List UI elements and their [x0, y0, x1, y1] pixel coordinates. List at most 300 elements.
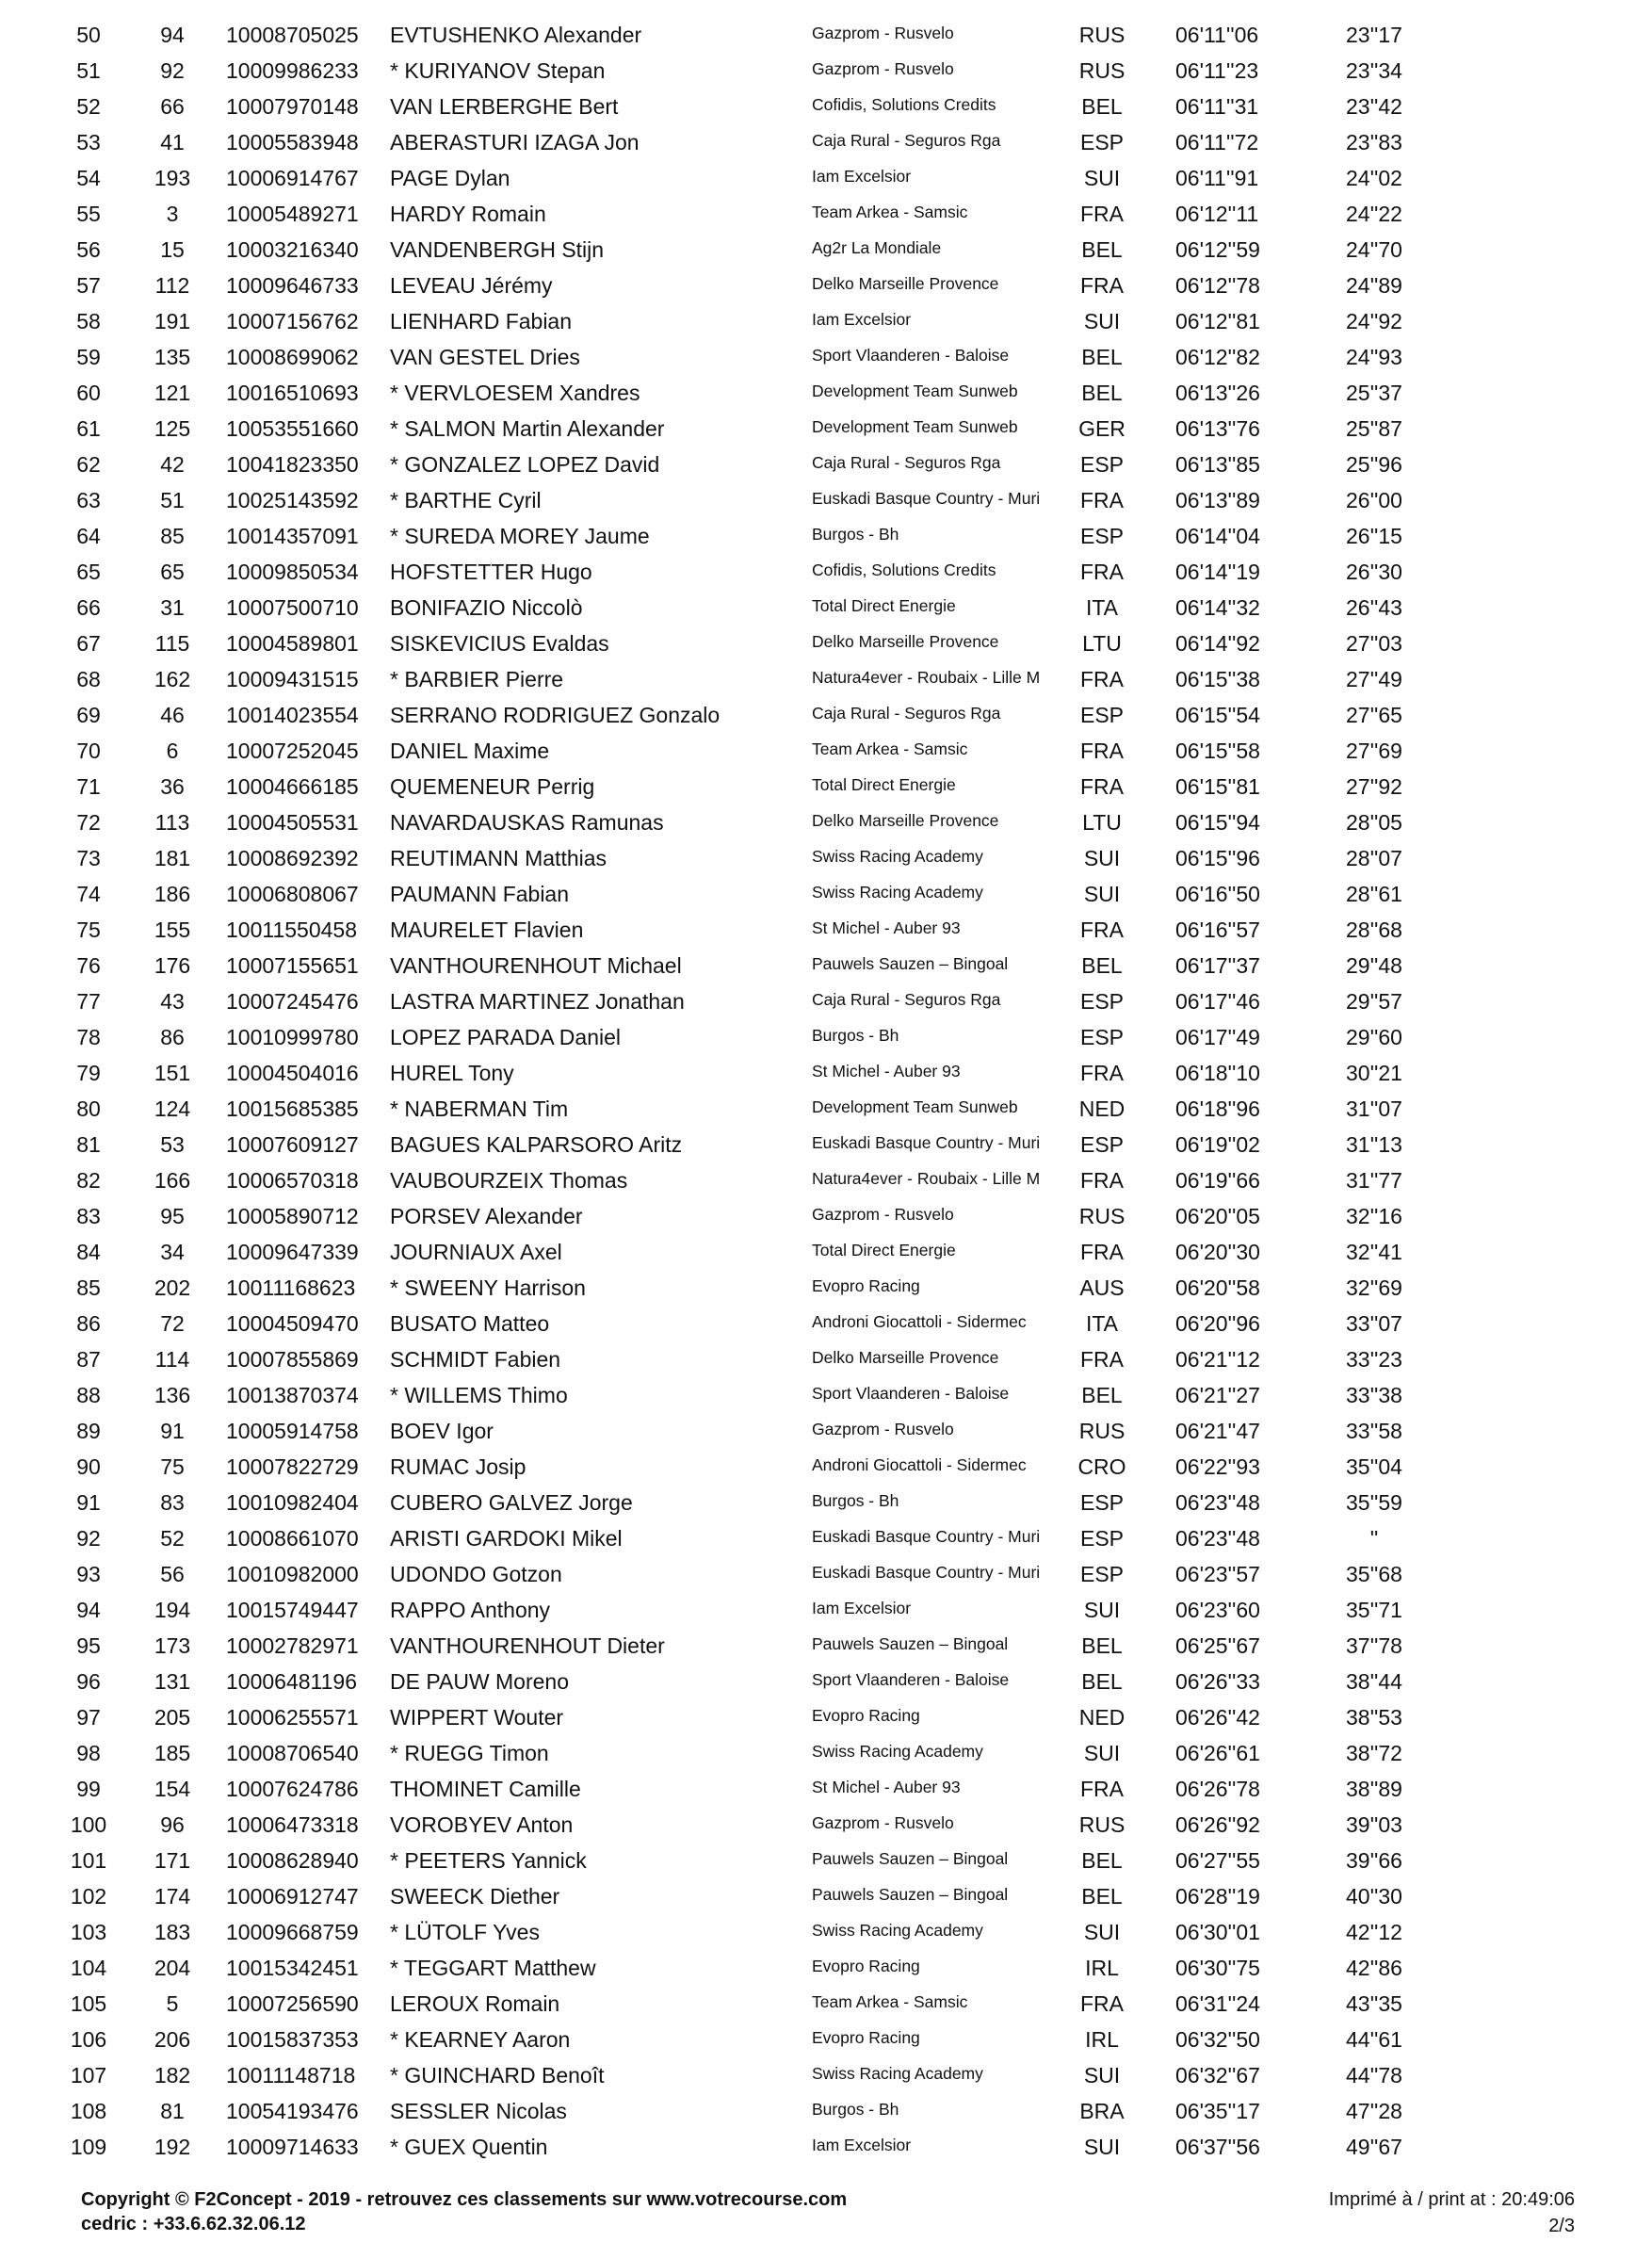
- gap-cell: 26''15: [1346, 524, 1402, 548]
- bib-cell: 6: [166, 739, 179, 763]
- time-cell: 06'23''60: [1175, 1598, 1260, 1622]
- rider-name-cell: * KURIYANOV Stepan: [390, 58, 606, 83]
- result-row: [0, 53, 1652, 89]
- result-row: [0, 1055, 1652, 1091]
- team-cell: Delko Marseille Provence: [812, 1348, 999, 1367]
- rider-name-cell: JOURNIAUX Axel: [390, 1240, 562, 1264]
- rider-name-cell: PAGE Dylan: [390, 166, 510, 190]
- rider-name-cell: * VERVLOESEM Xandres: [390, 381, 640, 405]
- rank-cell: 66: [76, 595, 101, 620]
- gap-cell: 24''70: [1346, 237, 1402, 262]
- gap-cell: 27''69: [1346, 739, 1402, 763]
- uci-id-cell: 10008706540: [226, 1741, 359, 1765]
- result-row: [0, 1914, 1652, 1950]
- rank-cell: 109: [70, 2135, 107, 2159]
- rider-name-cell: VAN LERBERGHE Bert: [390, 94, 619, 119]
- time-cell: 06'30''75: [1175, 1956, 1260, 1980]
- nationality-cell: ESP: [1079, 1526, 1125, 1551]
- bib-cell: 34: [160, 1240, 185, 1264]
- rank-cell: 98: [76, 1741, 101, 1765]
- rider-name-cell: SERRANO RODRIGUEZ Gonzalo: [390, 703, 721, 727]
- uci-id-cell: 10004509470: [226, 1311, 359, 1336]
- uci-id-cell: 10004589801: [226, 631, 359, 656]
- uci-id-cell: 10007156762: [226, 309, 359, 333]
- bib-cell: 171: [154, 1848, 191, 1873]
- footer-contact: cedric : +33.6.62.32.06.12: [81, 2214, 306, 2234]
- bib-cell: 136: [154, 1383, 191, 1407]
- uci-id-cell: 10010982404: [226, 1490, 359, 1515]
- rider-name-cell: HOFSTETTER Hugo: [390, 560, 592, 584]
- team-cell: Natura4ever - Roubaix - Lille M: [812, 1169, 1041, 1188]
- nationality-cell: BEL: [1081, 953, 1123, 978]
- uci-id-cell: 10007256590: [226, 1991, 359, 2016]
- rider-name-cell: * SWEENY Harrison: [390, 1275, 586, 1300]
- rider-name-cell: SESSLER Nicolas: [390, 2099, 567, 2123]
- nationality-cell: LTU: [1082, 810, 1122, 835]
- rider-name-cell: * NABERMAN Tim: [390, 1097, 569, 1121]
- result-row: [0, 876, 1652, 912]
- nationality-cell: BEL: [1081, 1884, 1123, 1909]
- gap-cell: 25''87: [1346, 416, 1402, 441]
- time-cell: 06'27''55: [1175, 1848, 1260, 1873]
- team-cell: Pauwels Sauzen – Bingoal: [812, 1634, 1009, 1653]
- nationality-cell: LTU: [1082, 631, 1122, 656]
- rank-cell: 86: [76, 1311, 101, 1336]
- result-row: [0, 232, 1652, 268]
- rank-cell: 92: [76, 1526, 101, 1551]
- gap-cell: 31''07: [1346, 1097, 1402, 1121]
- nationality-cell: ESP: [1079, 1562, 1125, 1586]
- result-row: [0, 769, 1652, 804]
- time-cell: 06'14''19: [1175, 560, 1260, 584]
- rank-cell: 62: [76, 452, 101, 477]
- result-row: [0, 196, 1652, 232]
- nationality-cell: ESP: [1079, 524, 1125, 548]
- gap-cell: 30''21: [1346, 1061, 1402, 1085]
- time-cell: 06'16''50: [1175, 882, 1260, 906]
- result-row: [0, 1628, 1652, 1664]
- rider-name-cell: VANDENBERGH Stijn: [390, 237, 605, 262]
- gap-cell: 42''12: [1346, 1920, 1402, 1944]
- uci-id-cell: 10005583948: [226, 130, 359, 154]
- bib-cell: 52: [160, 1526, 185, 1551]
- rider-name-cell: * BARBIER Pierre: [390, 667, 564, 691]
- nationality-cell: ITA: [1085, 1311, 1119, 1336]
- bib-cell: 31: [160, 595, 185, 620]
- result-row: [0, 1950, 1652, 1986]
- rank-cell: 84: [76, 1240, 101, 1264]
- gap-cell: 33''38: [1346, 1383, 1402, 1407]
- footer-print-time: Imprimé à / print at : 20:49:06: [1328, 2189, 1575, 2210]
- nationality-cell: FRA: [1080, 273, 1124, 298]
- uci-id-cell: 10006255571: [226, 1705, 359, 1730]
- bib-cell: 121: [154, 381, 191, 405]
- gap-cell: 26''43: [1346, 595, 1402, 620]
- rank-cell: 104: [70, 1956, 107, 1980]
- team-cell: Swiss Racing Academy: [812, 1921, 983, 1940]
- gap-cell: 27''49: [1346, 667, 1402, 691]
- gap-cell: 32''16: [1346, 1204, 1402, 1228]
- team-cell: Swiss Racing Academy: [812, 1742, 983, 1761]
- gap-cell: 27''92: [1346, 774, 1402, 799]
- uci-id-cell: 10007970148: [226, 94, 359, 119]
- gap-cell: 39''66: [1346, 1848, 1402, 1873]
- gap-cell: 33''58: [1346, 1419, 1402, 1443]
- bib-cell: 162: [154, 667, 191, 691]
- time-cell: 06'13''76: [1175, 416, 1260, 441]
- nationality-cell: SUI: [1083, 1741, 1121, 1765]
- bib-cell: 204: [154, 1956, 191, 1980]
- uci-id-cell: 10006570318: [226, 1168, 359, 1193]
- uci-id-cell: 10015685385: [226, 1097, 359, 1121]
- result-row: [0, 840, 1652, 876]
- bib-cell: 206: [154, 2027, 191, 2052]
- time-cell: 06'25''67: [1175, 1633, 1260, 1658]
- time-cell: 06'18''10: [1175, 1061, 1260, 1085]
- nationality-cell: RUS: [1078, 1204, 1126, 1228]
- nationality-cell: ESP: [1079, 1025, 1125, 1049]
- rank-cell: 89: [76, 1419, 101, 1443]
- team-cell: Caja Rural - Seguros Rga: [812, 453, 1001, 472]
- rank-cell: 103: [70, 1920, 107, 1944]
- bib-cell: 36: [160, 774, 185, 799]
- gap-cell: 29''48: [1346, 953, 1402, 978]
- time-cell: 06'21''12: [1175, 1347, 1260, 1372]
- nationality-cell: SUI: [1083, 846, 1121, 870]
- time-cell: 06'30''01: [1175, 1920, 1260, 1944]
- result-row: [0, 1664, 1652, 1699]
- uci-id-cell: 10008692392: [226, 846, 359, 870]
- nationality-cell: GER: [1078, 416, 1126, 441]
- bib-cell: 91: [160, 1419, 185, 1443]
- uci-id-cell: 10007855869: [226, 1347, 359, 1372]
- nationality-cell: ESP: [1079, 1490, 1125, 1515]
- team-cell: Total Direct Energie: [812, 1241, 956, 1259]
- result-row: [0, 1807, 1652, 1843]
- result-row: [0, 1699, 1652, 1735]
- time-cell: 06'14''04: [1175, 524, 1260, 548]
- result-row: [0, 1735, 1652, 1771]
- bib-cell: 112: [154, 273, 190, 298]
- rank-cell: 75: [76, 918, 101, 942]
- uci-id-cell: 10014023554: [226, 703, 359, 727]
- bib-cell: 124: [154, 1097, 191, 1121]
- bib-cell: 183: [154, 1920, 191, 1944]
- bib-cell: 114: [154, 1347, 190, 1372]
- rank-cell: 55: [76, 202, 101, 226]
- nationality-cell: NED: [1078, 1097, 1126, 1121]
- bib-cell: 131: [154, 1669, 191, 1694]
- time-cell: 06'20''96: [1175, 1311, 1260, 1336]
- uci-id-cell: 10007822729: [226, 1454, 359, 1479]
- nationality-cell: SUI: [1083, 166, 1121, 190]
- time-cell: 06'15''54: [1175, 703, 1260, 727]
- nationality-cell: ITA: [1085, 595, 1119, 620]
- time-cell: 06'12''78: [1175, 273, 1260, 298]
- bib-cell: 115: [154, 631, 190, 656]
- nationality-cell: FRA: [1080, 1168, 1124, 1193]
- result-row: [0, 1986, 1652, 2022]
- team-cell: Swiss Racing Academy: [812, 2064, 983, 2083]
- time-cell: 06'26''33: [1175, 1669, 1260, 1694]
- gap-cell: 37''78: [1346, 1633, 1402, 1658]
- result-row: [0, 89, 1652, 124]
- nationality-cell: SUI: [1083, 1598, 1121, 1622]
- result-row: [0, 804, 1652, 840]
- time-cell: 06'32''67: [1175, 2063, 1260, 2088]
- time-cell: 06'35''17: [1175, 2099, 1260, 2123]
- rank-cell: 67: [76, 631, 101, 656]
- nationality-cell: NED: [1078, 1705, 1126, 1730]
- nationality-cell: BEL: [1081, 94, 1123, 119]
- rider-name-cell: EVTUSHENKO Alexander: [390, 23, 642, 47]
- time-cell: 06'11''31: [1175, 94, 1259, 119]
- rank-cell: 71: [76, 774, 101, 799]
- gap-cell: 24''92: [1346, 309, 1402, 333]
- rank-cell: 59: [76, 345, 101, 369]
- gap-cell: 38''44: [1346, 1669, 1402, 1694]
- time-cell: 06'12''81: [1175, 309, 1260, 333]
- team-cell: Evopro Racing: [812, 1276, 920, 1295]
- rank-cell: 74: [76, 882, 101, 906]
- result-row: [0, 447, 1652, 482]
- nationality-cell: RUS: [1078, 1812, 1126, 1837]
- gap-cell: 38''53: [1346, 1705, 1402, 1730]
- bib-cell: 46: [160, 703, 185, 727]
- nationality-cell: CRO: [1077, 1454, 1126, 1479]
- result-row: [0, 1127, 1652, 1162]
- nationality-cell: FRA: [1080, 1347, 1124, 1372]
- rank-cell: 87: [76, 1347, 101, 1372]
- gap-cell: 26''30: [1346, 560, 1402, 584]
- rider-name-cell: UDONDO Gotzon: [390, 1562, 562, 1586]
- result-row: [0, 339, 1652, 375]
- nationality-cell: ESP: [1079, 1132, 1125, 1157]
- rider-name-cell: THOMINET Camille: [390, 1777, 581, 1801]
- time-cell: 06'14''32: [1175, 595, 1260, 620]
- team-cell: Gazprom - Rusvelo: [812, 59, 954, 78]
- bib-cell: 83: [160, 1490, 185, 1515]
- bib-cell: 193: [154, 166, 191, 190]
- uci-id-cell: 10009431515: [226, 667, 359, 691]
- bib-cell: 154: [154, 1777, 191, 1801]
- nationality-cell: ESP: [1079, 703, 1125, 727]
- result-row: [0, 303, 1652, 339]
- nationality-cell: SUI: [1083, 309, 1121, 333]
- bib-cell: 202: [154, 1275, 191, 1300]
- gap-cell: 23''17: [1346, 23, 1402, 47]
- uci-id-cell: 10054193476: [226, 2099, 359, 2123]
- results-table: [0, 17, 1652, 2165]
- gap-cell: 23''34: [1346, 58, 1402, 83]
- bib-cell: 66: [160, 94, 185, 119]
- team-cell: Burgos - Bh: [812, 2100, 899, 2119]
- team-cell: Total Direct Energie: [812, 775, 956, 794]
- uci-id-cell: 10009850534: [226, 560, 359, 584]
- bib-cell: 95: [160, 1204, 185, 1228]
- time-cell: 06'32''50: [1175, 2027, 1260, 2052]
- nationality-cell: BEL: [1081, 345, 1123, 369]
- bib-cell: 151: [154, 1061, 191, 1085]
- gap-cell: 32''41: [1346, 1240, 1402, 1264]
- nationality-cell: IRL: [1085, 2027, 1119, 2052]
- rank-cell: 73: [76, 846, 101, 870]
- uci-id-cell: 10011168623: [226, 1275, 356, 1300]
- rank-cell: 107: [70, 2063, 107, 2088]
- uci-id-cell: 10005890712: [226, 1204, 359, 1228]
- team-cell: Euskadi Basque Country - Muri: [812, 1563, 1041, 1582]
- rider-name-cell: RAPPO Anthony: [390, 1598, 551, 1622]
- result-row: [0, 983, 1652, 1019]
- bib-cell: 94: [160, 23, 185, 47]
- uci-id-cell: 10008699062: [226, 345, 359, 369]
- rider-name-cell: * TEGGART Matthew: [390, 1956, 596, 1980]
- result-row: [0, 1341, 1652, 1377]
- bib-cell: 72: [160, 1311, 185, 1336]
- uci-id-cell: 10006914767: [226, 166, 359, 190]
- rider-name-cell: * LÜTOLF Yves: [390, 1920, 540, 1944]
- rank-cell: 93: [76, 1562, 101, 1586]
- team-cell: Ag2r La Mondiale: [812, 238, 942, 257]
- rider-name-cell: BOEV Igor: [390, 1419, 494, 1443]
- team-cell: Delko Marseille Provence: [812, 274, 999, 293]
- uci-id-cell: 10013870374: [226, 1383, 359, 1407]
- footer-page-number: 2/3: [1548, 2216, 1575, 2236]
- nationality-cell: BRA: [1079, 2099, 1125, 2123]
- bib-cell: 96: [160, 1812, 185, 1837]
- nationality-cell: IRL: [1085, 1956, 1119, 1980]
- gap-cell: 24''89: [1346, 273, 1402, 298]
- rank-cell: 82: [76, 1168, 101, 1193]
- bib-cell: 173: [154, 1633, 191, 1658]
- bib-cell: 53: [160, 1132, 185, 1157]
- rider-name-cell: * BARTHE Cyril: [390, 488, 542, 512]
- team-cell: Androni Giocattoli - Sidermec: [812, 1312, 1027, 1331]
- team-cell: Evopro Racing: [812, 1957, 920, 1975]
- rider-name-cell: * RUEGG Timon: [390, 1741, 549, 1765]
- rank-cell: 70: [76, 739, 101, 763]
- rider-name-cell: LIENHARD Fabian: [390, 309, 573, 333]
- bib-cell: 192: [154, 2135, 191, 2159]
- uci-id-cell: 10007609127: [226, 1132, 359, 1157]
- result-row: [0, 1878, 1652, 1914]
- uci-id-cell: 10007155651: [226, 953, 359, 978]
- time-cell: 06'15''81: [1175, 774, 1260, 799]
- rider-name-cell: HUREL Tony: [390, 1061, 514, 1085]
- rank-cell: 53: [76, 130, 101, 154]
- uci-id-cell: 10009646733: [226, 273, 359, 298]
- uci-id-cell: 10004666185: [226, 774, 359, 799]
- uci-id-cell: 10007624786: [226, 1777, 359, 1801]
- team-cell: Sport Vlaanderen - Baloise: [812, 1670, 1010, 1689]
- rank-cell: 79: [76, 1061, 101, 1085]
- result-row: [0, 1270, 1652, 1306]
- result-row: [0, 2093, 1652, 2129]
- time-cell: 06'11''06: [1175, 23, 1259, 47]
- gap-cell: 33''23: [1346, 1347, 1402, 1372]
- rank-cell: 83: [76, 1204, 101, 1228]
- time-cell: 06'14''92: [1175, 631, 1260, 656]
- result-row: [0, 697, 1652, 733]
- uci-id-cell: 10005489271: [226, 202, 359, 226]
- rank-cell: 95: [76, 1633, 101, 1658]
- time-cell: 06'15''58: [1175, 739, 1260, 763]
- gap-cell: 31''13: [1346, 1132, 1402, 1157]
- nationality-cell: FRA: [1080, 1061, 1124, 1085]
- bib-cell: 181: [154, 846, 191, 870]
- result-row: [0, 1771, 1652, 1807]
- gap-cell: 31''77: [1346, 1168, 1402, 1193]
- team-cell: Pauwels Sauzen – Bingoal: [812, 1885, 1009, 1904]
- rider-name-cell: * KEARNEY Aaron: [390, 2027, 571, 2052]
- nationality-cell: FRA: [1080, 202, 1124, 226]
- result-row: [0, 124, 1652, 160]
- bib-cell: 41: [160, 130, 185, 154]
- rider-name-cell: CUBERO GALVEZ Jorge: [390, 1490, 633, 1515]
- rank-cell: 106: [70, 2027, 107, 2052]
- result-row: [0, 2022, 1652, 2057]
- team-cell: Delko Marseille Provence: [812, 632, 999, 651]
- gap-cell: 28''07: [1346, 846, 1402, 870]
- rider-name-cell: ARISTI GARDOKI Mikel: [390, 1526, 623, 1551]
- result-row: [0, 2129, 1652, 2165]
- nationality-cell: FRA: [1080, 774, 1124, 799]
- uci-id-cell: 10009714633: [226, 2135, 359, 2159]
- rank-cell: 76: [76, 953, 101, 978]
- result-row: [0, 590, 1652, 625]
- gap-cell: 24''22: [1346, 202, 1402, 226]
- time-cell: 06'23''57: [1175, 1562, 1260, 1586]
- team-cell: Caja Rural - Seguros Rga: [812, 990, 1001, 1009]
- rider-name-cell: BAGUES KALPARSORO Aritz: [390, 1132, 683, 1157]
- time-cell: 06'17''49: [1175, 1025, 1260, 1049]
- nationality-cell: SUI: [1083, 2063, 1121, 2088]
- team-cell: Gazprom - Rusvelo: [812, 24, 954, 42]
- team-cell: Total Direct Energie: [812, 596, 956, 615]
- team-cell: Iam Excelsior: [812, 1599, 912, 1617]
- rider-name-cell: LASTRA MARTINEZ Jonathan: [390, 989, 685, 1014]
- rider-name-cell: SISKEVICIUS Evaldas: [390, 631, 609, 656]
- result-row: [0, 482, 1652, 518]
- rider-name-cell: * GONZALEZ LOPEZ David: [390, 452, 660, 477]
- uci-id-cell: 10008661070: [226, 1526, 359, 1551]
- bib-cell: 185: [154, 1741, 191, 1765]
- gap-cell: 40''30: [1346, 1884, 1402, 1909]
- time-cell: 06'21''47: [1175, 1419, 1260, 1443]
- rank-cell: 81: [76, 1132, 101, 1157]
- result-row: [0, 17, 1652, 53]
- team-cell: Euskadi Basque Country - Muri: [812, 1133, 1041, 1152]
- time-cell: 06'15''94: [1175, 810, 1260, 835]
- team-cell: Pauwels Sauzen – Bingoal: [812, 1849, 1009, 1868]
- rider-name-cell: DE PAUW Moreno: [390, 1669, 570, 1694]
- nationality-cell: ESP: [1079, 452, 1125, 477]
- rider-name-cell: * SALMON Martin Alexander: [390, 416, 665, 441]
- uci-id-cell: 10006912747: [226, 1884, 359, 1909]
- uci-id-cell: 10008628940: [226, 1848, 359, 1873]
- gap-cell: 32''69: [1346, 1275, 1402, 1300]
- bib-cell: 125: [154, 416, 191, 441]
- rider-name-cell: * PEETERS Yannick: [390, 1848, 587, 1873]
- bib-cell: 113: [154, 810, 190, 835]
- rank-cell: 108: [70, 2099, 107, 2123]
- bib-cell: 43: [160, 989, 185, 1014]
- rank-cell: 105: [70, 1991, 107, 2016]
- rider-name-cell: VAN GESTEL Dries: [390, 345, 580, 369]
- time-cell: 06'11''72: [1175, 130, 1259, 154]
- rank-cell: 85: [76, 1275, 101, 1300]
- gap-cell: 49''67: [1346, 2135, 1402, 2159]
